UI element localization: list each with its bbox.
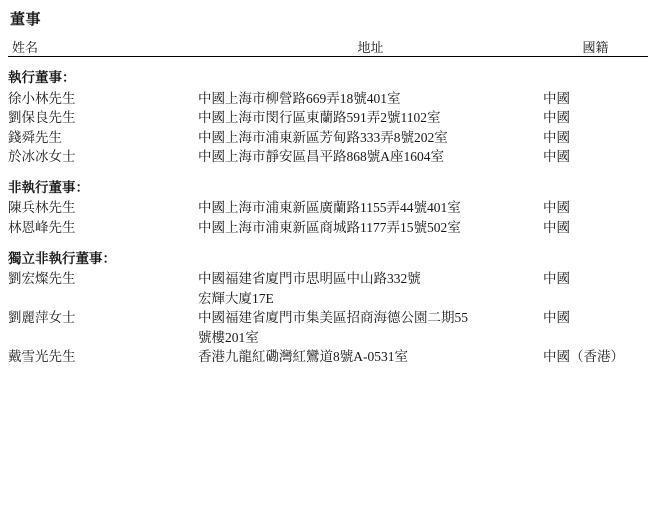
director-address [198,198,543,218]
address-line: 宏輝大廈17E [198,290,274,306]
group-heading-label: 獨立非執行董事： [8,250,116,266]
address-line: 號樓201室 [198,329,259,345]
director-name: 陳兵林先生 [8,200,76,216]
group-heading-label: 非執行董事： [8,179,89,195]
table-row [8,198,648,218]
director-nationality: 中國 [543,200,570,216]
director-nationality: 中國 [543,149,570,165]
group-heading-label: 執行董事： [8,70,76,85]
director-nationality: 中國（香港） [543,349,624,365]
table-body [8,57,648,367]
address-line: 中國上海市浦東新區廣蘭路1155弄44號401室 [198,200,461,216]
table-row [8,308,648,347]
director-address [198,347,543,367]
column-header-name: 姓名 [12,40,39,55]
table-row [8,347,648,367]
director-nationality: 中國 [543,110,570,126]
table-row [8,269,648,308]
director-nationality: 中國 [543,129,570,145]
director-address [198,128,543,148]
director-name: 徐小林先生 [8,90,76,106]
group-heading-spacer-address [198,238,543,270]
group-heading-spacer-nationality [543,238,648,270]
table-row [8,128,648,148]
director-nationality: 中國 [543,219,570,235]
director-name: 劉麗萍女士 [8,310,76,326]
table-header [8,37,648,57]
director-name: 劉宏燦先生 [8,271,76,287]
director-name: 戴雪光先生 [8,349,76,365]
table-row [8,89,648,109]
address-line: 中國上海市閔行區東蘭路591弄2號1102室 [198,110,441,126]
group-heading-spacer-address [198,167,543,199]
director-name: 劉保良先生 [8,110,76,126]
address-line: 香港九龍紅磡灣紅鸞道8號A-0531室 [198,349,408,365]
director-nationality: 中國 [543,271,570,287]
address-line: 中國上海市柳營路669弄18號401室 [198,90,401,106]
table-row [8,218,648,238]
group-heading-spacer-nationality [543,167,648,199]
group-heading-spacer-nationality [543,57,648,89]
table-row [8,108,648,128]
director-name: 於冰冰女士 [8,149,76,165]
page-title: 董事 [10,12,42,28]
director-nationality: 中國 [543,310,570,326]
address-line: 中國上海市靜安區昌平路868號A座1604室 [198,149,444,165]
director-name: 林恩峰先生 [8,219,76,235]
director-nationality: 中國 [543,90,570,106]
director-address [198,147,543,167]
column-header-address: 地址 [357,40,384,55]
group-heading-spacer-address [198,57,543,89]
group-heading-row [8,57,648,89]
director-address [198,308,543,347]
address-line: 中國上海市浦東新區芳甸路333弄8號202室 [198,129,448,145]
director-address [198,218,543,238]
director-address [198,269,543,308]
address-line: 中國福建省廈門市集美區招商海德公園二期55 [198,310,468,326]
group-heading-row [8,238,648,270]
director-address [198,108,543,128]
director-address [198,89,543,109]
director-name: 錢舜先生 [8,129,62,145]
column-header-nationality: 國籍 [582,40,609,55]
table-row [8,147,648,167]
directors-table [8,37,648,367]
group-heading-row [8,167,648,199]
address-line: 中國上海市浦東新區商城路1177弄15號502室 [198,219,461,235]
address-line: 中國福建省廈門市思明區中山路332號 [198,271,421,287]
